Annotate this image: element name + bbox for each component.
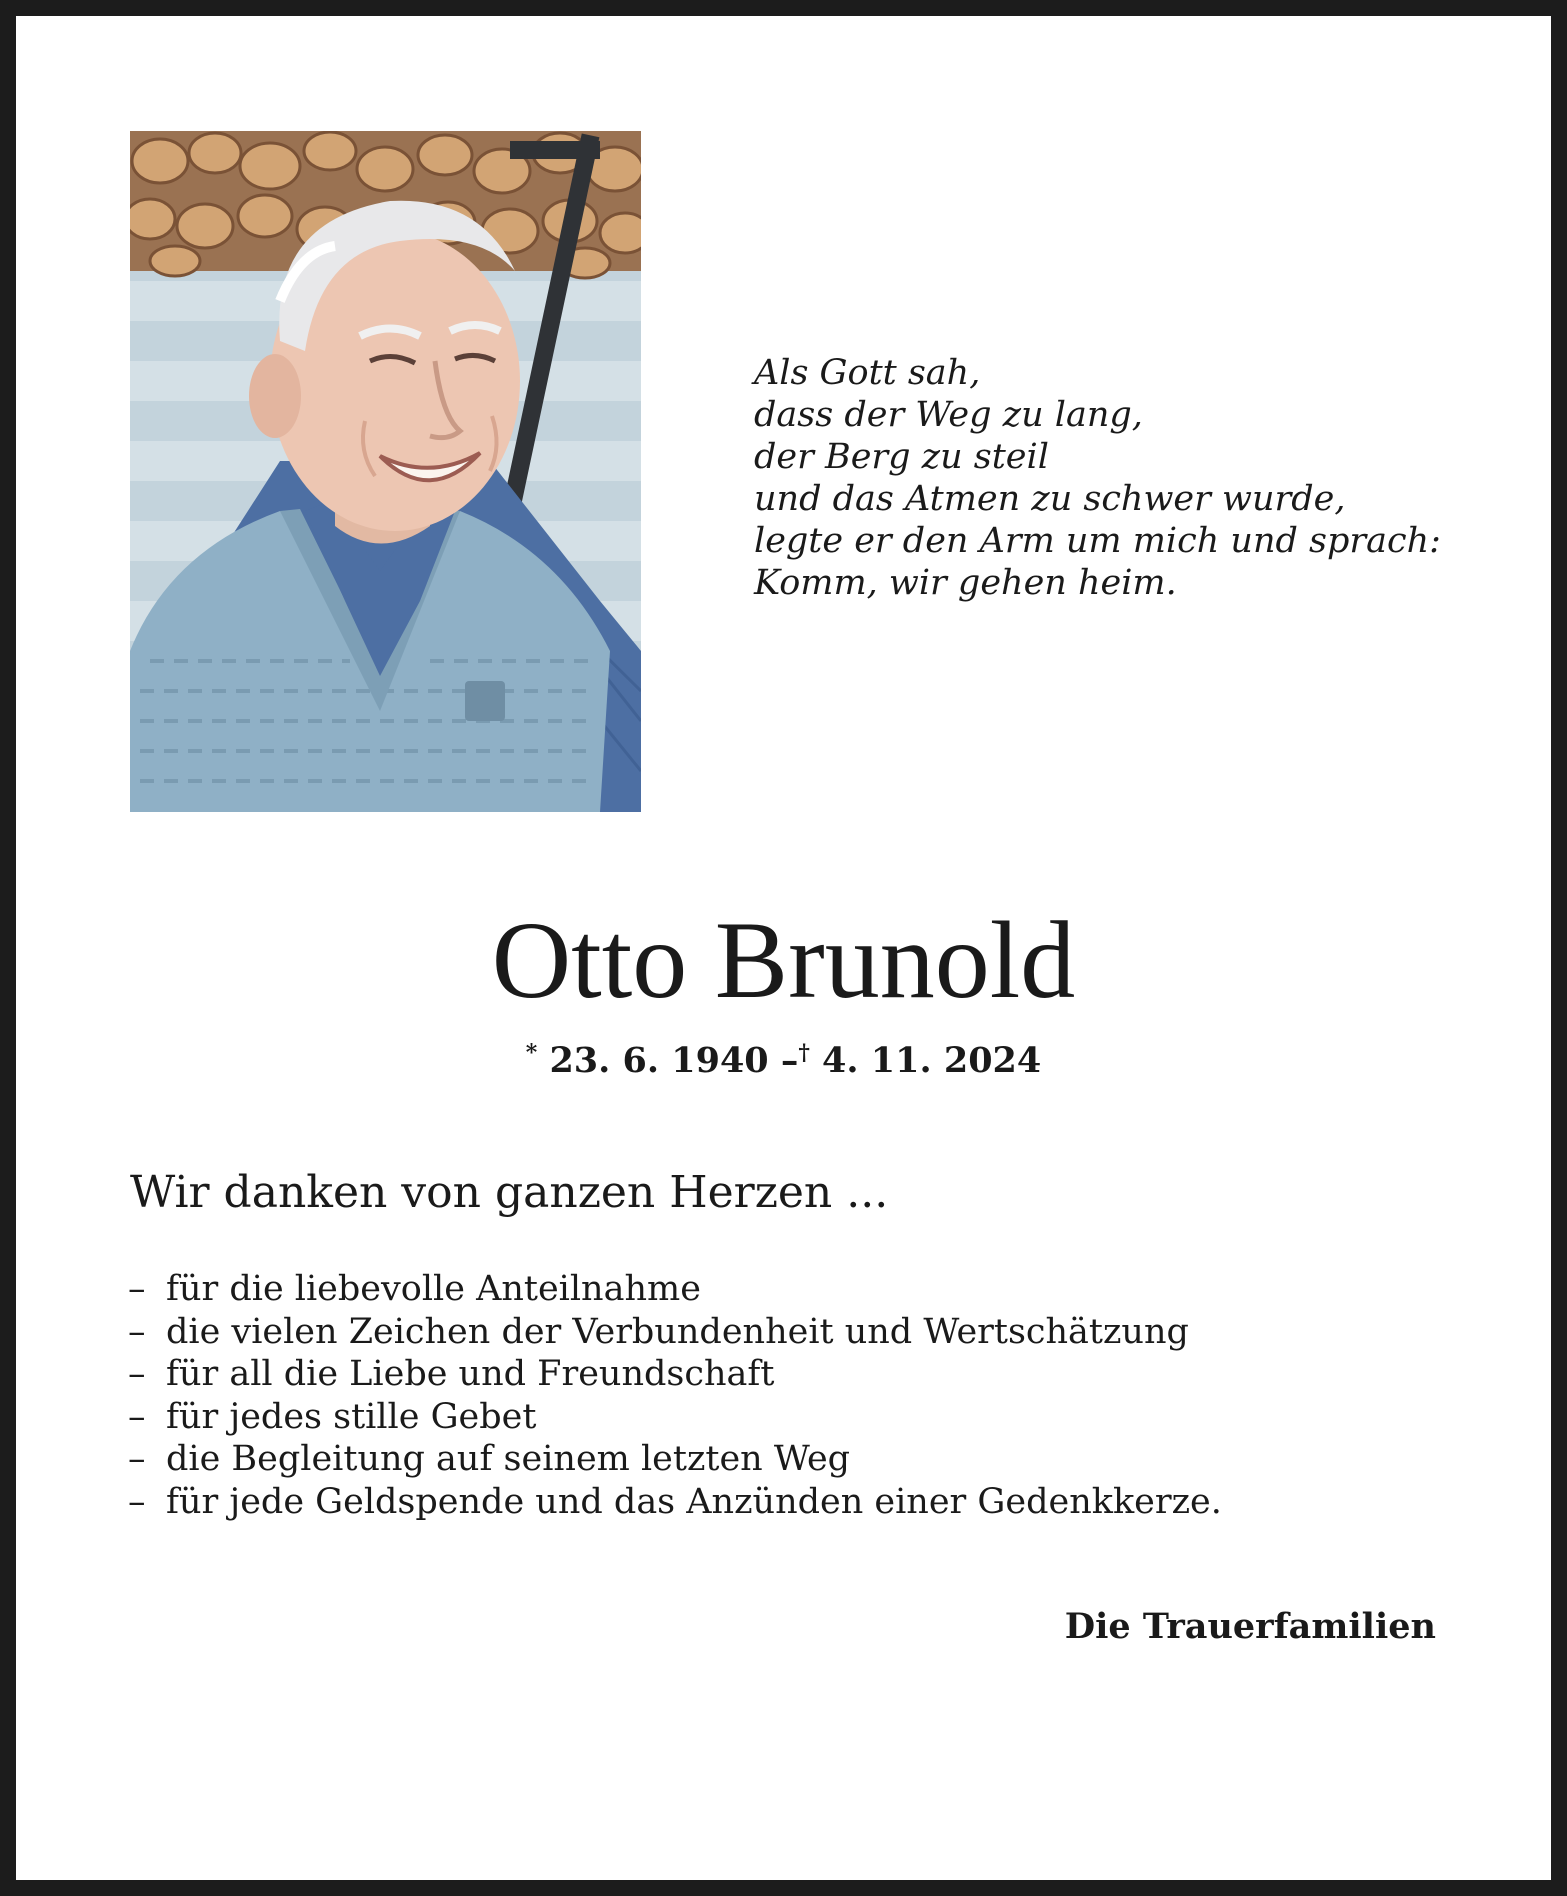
list-dash: –: [128, 1481, 146, 1522]
list-item: [128, 1353, 1222, 1396]
list-item: [128, 1268, 1222, 1311]
signature: Die Trauerfamilien: [1064, 1606, 1436, 1647]
poem-line: Als Gott sah,: [754, 353, 981, 393]
list-item-text: die vielen Zeichen der Verbundenheit und Wertschätzung: [166, 1311, 1189, 1352]
birth-date: 23. 6. 1940: [549, 1040, 769, 1081]
poem-line: dass der Weg zu lang,: [754, 395, 1143, 435]
list-item: [128, 1311, 1222, 1354]
date-separator: –: [780, 1040, 799, 1081]
death-symbol: †: [798, 1040, 810, 1066]
poem-line: legte er den Arm um mich und sprach:: [754, 521, 1441, 561]
list-dash: –: [128, 1439, 146, 1479]
deceased-name: Otto Brunold: [491, 899, 1076, 1021]
list-dash: –: [128, 1354, 146, 1394]
poem-line: Komm, wir gehen heim.: [754, 563, 1177, 603]
list-item-text: die Begleitung auf seinem letzten Weg: [166, 1439, 851, 1479]
portrait-photo: [130, 131, 641, 812]
birth-symbol: *: [525, 1040, 538, 1066]
list-item-text: für jedes stille Gebet: [166, 1396, 537, 1437]
thanks-heading: Wir danken von ganzen Herzen ...: [130, 1167, 889, 1218]
list-item-text: für die liebevolle Anteilnahme: [166, 1269, 701, 1309]
list-item: [128, 1438, 1222, 1481]
list-dash: –: [128, 1269, 146, 1309]
thanks-list: [128, 1268, 1222, 1523]
poem-line: der Berg zu steil: [754, 437, 1049, 477]
list-item: [128, 1481, 1222, 1524]
life-dates: [0, 1030, 1567, 1084]
list-item-text: für all die Liebe und Freundschaft: [166, 1354, 775, 1394]
list-dash: –: [128, 1311, 146, 1352]
poem-line: und das Atmen zu schwer wurde,: [754, 479, 1346, 519]
poem: [754, 352, 1441, 604]
list-item: [128, 1396, 1222, 1439]
list-dash: –: [128, 1396, 146, 1437]
death-date: 4. 11. 2024: [822, 1040, 1042, 1081]
list-item-text: für jede Geldspende und das Anzünden einer Gedenkkerze.: [166, 1481, 1222, 1522]
